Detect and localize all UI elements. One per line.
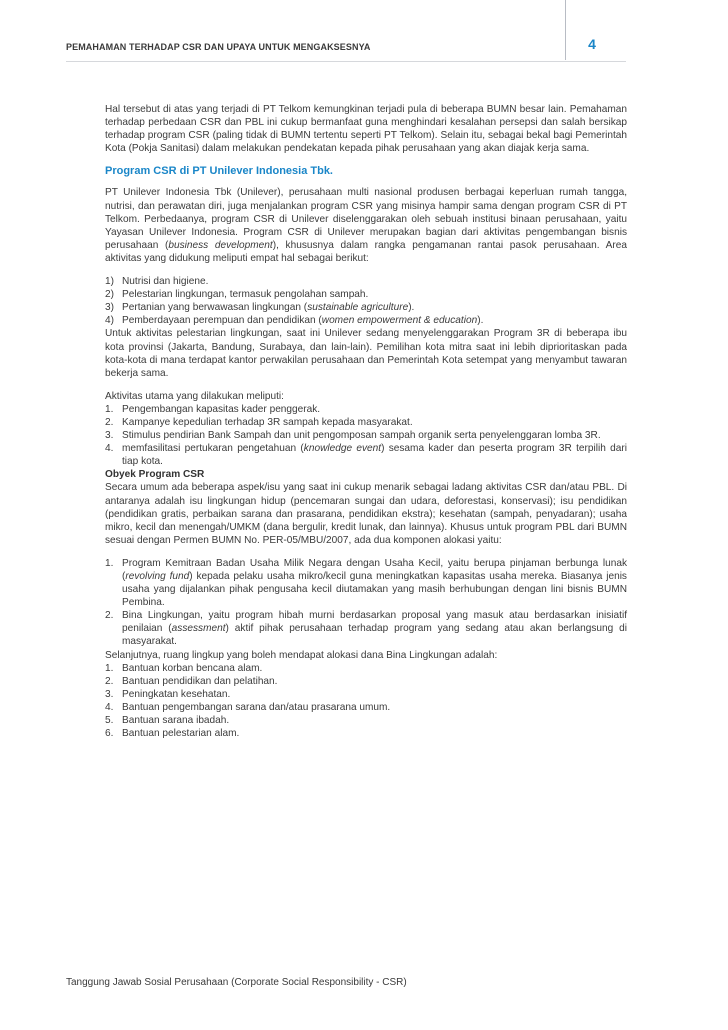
program-3r-paragraph: Untuk aktivitas pelestarian lingkungan, saat ini Unilever sedang menyelenggarakan Program 3R di beberapa ibu kota provinsi (Jakarta, Bandung, Surabaya, dan lain-lain). Pemilihan kota mitra saat ini lebih diprioritaskan pada kota-kota di mana terdapat kantor perwakilan perusahaan dan Pemerintah Kota setempat yang menyambut tawaran bekerja sama.	[105, 328, 627, 379]
list-text: Stimulus pendirian Bank Sampah dan unit pengomposan sampah organik serta penyelenggaran lomba 3R.	[122, 430, 601, 442]
list-text: Pengembangan kapasitas kader penggerak.	[122, 403, 321, 415]
list-text: Bantuan pendidikan dan pelatihan.	[122, 675, 278, 687]
list-item	[105, 557, 627, 609]
list-item	[105, 675, 627, 688]
list-text: Nutrisi dan higiene.	[122, 276, 209, 288]
list-item	[105, 442, 627, 468]
list-number: 6.	[105, 728, 114, 740]
list-text: Bina Lingkungan, yaitu program hibah murni berdasarkan proposal yang masuk atau berdasarkan inisiatif penilaian (	[122, 610, 627, 635]
list-item	[105, 701, 627, 714]
list-text: memfasilitasi pertukaran pengetahuan (	[122, 443, 304, 455]
list-number: 2.	[105, 610, 114, 622]
activities-intro: Aktivitas utama yang dilakukan meliputi:	[105, 390, 284, 402]
page-footer: Tanggung Jawab Sosial Perusahaan (Corporate Social Responsibility - CSR)	[66, 977, 407, 988]
list-item	[105, 403, 627, 416]
list-number: 3.	[105, 430, 114, 442]
list-text: Pertanian yang berwawasan lingkungan (	[122, 302, 308, 314]
section-heading: Program CSR di PT Unilever Indonesia Tbk.	[105, 165, 333, 178]
list-text: Pemberdayaan perempuan dan pendidikan (	[122, 315, 322, 327]
list-number: 3.	[105, 688, 114, 700]
obyek-paragraph: Secara umum ada beberapa aspek/isu yang saat ini cukup menarik sebagai ladang aktivitas CSR dan/atau PBL. Di antaranya adalah isu lingkungan hidup (pencemaran sungai dan udara, deforestasi, konservasi); isu pendidikan (pendidikan gratis, perbaikan sarana dan prasarana, pendidikan ekstra); kesehatan (sampah, penyadaran); usaha mikro, kecil dan menengah/UMKM (dana bergulir, kredit lunak, dan lainnya). Khusus untuk program PBL dari BUMN sesuai dengan Permen BUMN No. PER-05/MBU/2007, ada dua komponen alokasi yaitu:	[105, 482, 627, 546]
unilever-text-em: business development	[168, 239, 273, 251]
list-text: Bantuan pelestarian alam.	[122, 728, 240, 740]
list-item	[105, 301, 627, 314]
list-number: 1)	[105, 276, 114, 288]
unilever-paragraph	[105, 186, 627, 265]
list-text-after: ) kepada pelaku usaha mikro/kecil guna meningkatkan kapasitas usaha mereka. Biasanya jenis usaha yang dijalankan pihak pengusaha kecil diutamakan yang masih berhubungan dengan lini bisnis BUMN Pembina.	[122, 571, 627, 609]
scope-intro: Selanjutnya, ruang lingkup yang boleh mendapat alokasi dana Bina Lingkungan adalah:	[105, 649, 498, 661]
list-number: 4)	[105, 315, 114, 327]
areas-list	[105, 275, 627, 327]
list-number: 1.	[105, 403, 114, 415]
list-text-em: knowledge event	[303, 443, 382, 455]
list-item	[105, 416, 627, 429]
list-item	[105, 429, 627, 442]
header-divider-vertical	[565, 0, 566, 60]
list-number: 2)	[105, 289, 114, 301]
list-text-after: ).	[408, 302, 415, 314]
list-text-em: revolving fund	[125, 571, 190, 582]
list-text: Kampanye kepedulian terhadap 3R sampah kepada masyarakat.	[122, 416, 413, 428]
page-content	[105, 103, 627, 740]
unilever-text-a: PT Unilever Indonesia Tbk (Unilever), perusahaan multi nasional produsen berbagai keperluan rumah tangga, nutrisi, dan perawatan diri, juga menjalankan program CSR yang misinya hampir sama dengan program CSR di PT Telkom. Perbedaanya, program CSR di Unilever diselenggarakan oleh sebuah institusi binaan perusahaan, yaitu Yayasan Unilever Indonesia. Program CSR di Unilever merupakan bagian dari aktivitas pengembangan bisnis perusahaan (	[105, 187, 627, 251]
list-item	[105, 662, 627, 675]
list-number: 2.	[105, 675, 114, 687]
scope-list	[105, 662, 627, 741]
obyek-heading: Obyek Program CSR	[105, 469, 205, 481]
activities-list	[105, 403, 627, 468]
list-text-after: ) sesama kader dan peserta program 3R terpilih dari tiap kota.	[122, 443, 627, 468]
list-text-em: sustainable agriculture	[307, 302, 409, 314]
page-header	[0, 0, 728, 70]
list-text-after: ) aktif pihak perusahaan terhadap program yang sedang atau akan berlangsung di masyarakat.	[122, 623, 628, 648]
list-number: 4.	[105, 443, 114, 455]
list-item	[105, 727, 627, 740]
list-number: 2.	[105, 416, 114, 428]
list-text-em: women empowerment & education	[321, 315, 478, 327]
list-number: 5.	[105, 715, 114, 727]
list-item	[105, 609, 627, 648]
list-text-after: ).	[477, 315, 484, 327]
list-text: Bantuan korban bencana alam.	[122, 662, 263, 674]
list-item	[105, 314, 627, 327]
page-number: 4	[588, 36, 596, 52]
list-text: Program Kemitraan Badan Usaha Milik Negara dengan Usaha Kecil, yaitu berupa pinjaman berbunga lunak (	[122, 557, 627, 582]
list-text: Bantuan pengembangan sarana dan/atau prasarana umum.	[122, 701, 391, 713]
list-number: 1.	[105, 662, 114, 674]
list-text: Bantuan sarana ibadah.	[122, 715, 230, 727]
list-number: 4.	[105, 701, 114, 713]
list-text: Peningkatan kesehatan.	[122, 688, 231, 700]
header-rule	[66, 61, 626, 62]
running-header-title: PEMAHAMAN TERHADAP CSR DAN UPAYA UNTUK MENGAKSESNYA	[66, 42, 371, 52]
list-text-em: assessment	[171, 623, 226, 635]
list-item	[105, 688, 627, 701]
list-item	[105, 714, 627, 727]
unilever-text-b: ), khususnya dalam rangka pengamanan rantai pasok perusahaan. Area aktivitas yang didukung meliputi empat hal sebagai berikut:	[105, 239, 627, 264]
intro-paragraph: Hal tersebut di atas yang terjadi di PT Telkom kemungkinan terjadi pula di beberapa BUMN besar lain. Pemahaman terhadap perbedaan CSR dan PBL ini cukup bermanfaat guna menghindari kesalahan persepsi dan salah bersikap terhadap program CSR (paling tidak di BUMN tertentu seperti PT Telkom). Selain itu, sebagai bekal bagi Pemerintah Kota (Pokja Sanitasi) dalam melakukan pendekatan kepada pihak perusahaan yang akan diajak kerja sama.	[105, 104, 627, 155]
list-text: Pelestarian lingkungan, termasuk pengolahan sampah.	[122, 289, 369, 301]
list-item	[105, 275, 627, 288]
components-list	[105, 557, 627, 649]
list-item	[105, 288, 627, 301]
list-number: 3)	[105, 302, 114, 314]
list-number: 1.	[105, 557, 114, 569]
